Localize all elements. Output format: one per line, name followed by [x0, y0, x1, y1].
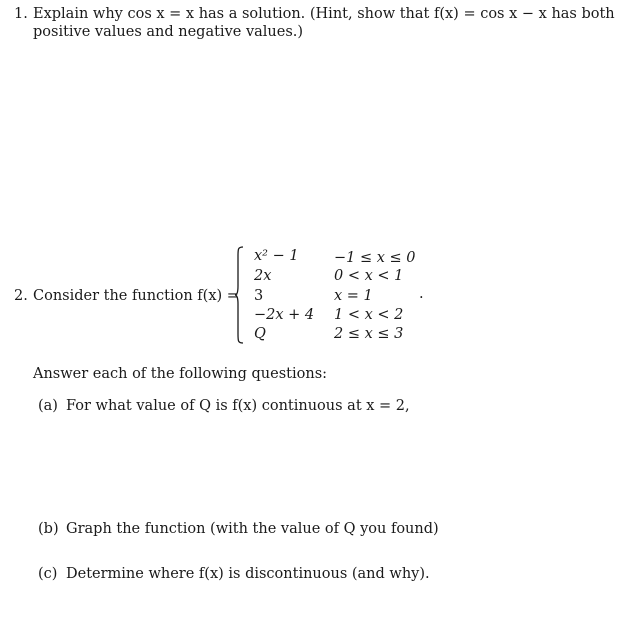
- piece-cond-4: 1 < x < 2: [334, 307, 404, 323]
- q2-instructions: Answer each of the following questions:: [33, 366, 328, 382]
- part-a-text: For what value of Q is f(x) continuous at x = 2,: [66, 398, 410, 414]
- q1-number: 1.: [14, 6, 28, 22]
- piece-expr-1: x² − 1: [254, 248, 299, 264]
- part-b-label: (b): [38, 521, 59, 537]
- q2-number: 2.: [14, 288, 28, 304]
- part-c-text: Determine where f(x) is discontinuous (and why).: [66, 566, 430, 582]
- q1-text-line1: Explain why cos x = x has a solution. (Hint, show that f(x) = cos x − x has both: [33, 6, 615, 22]
- part-a-label: (a): [38, 398, 58, 414]
- piece-cond-2: 0 < x < 1: [334, 268, 404, 284]
- part-b-text: Graph the function (with the value of Q you found): [66, 521, 439, 537]
- piece-cond-5: 2 ≤ x ≤ 3: [334, 326, 404, 342]
- part-c-label: (c): [38, 566, 58, 582]
- piece-cond-1: −1 ≤ x ≤ 0: [334, 250, 416, 266]
- piecewise-end-mark: .: [419, 286, 424, 302]
- q2-lead: Consider the function f(x) =: [33, 288, 239, 304]
- piece-expr-4: −2x + 4: [254, 307, 315, 323]
- piece-expr-3: 3: [254, 288, 264, 304]
- piece-expr-5: Q: [254, 326, 266, 342]
- piecewise-brace: [234, 246, 244, 344]
- piece-cond-3: x = 1: [334, 288, 373, 304]
- piece-expr-2: 2x: [254, 268, 272, 284]
- q1-text-line2: positive values and negative values.): [33, 24, 304, 40]
